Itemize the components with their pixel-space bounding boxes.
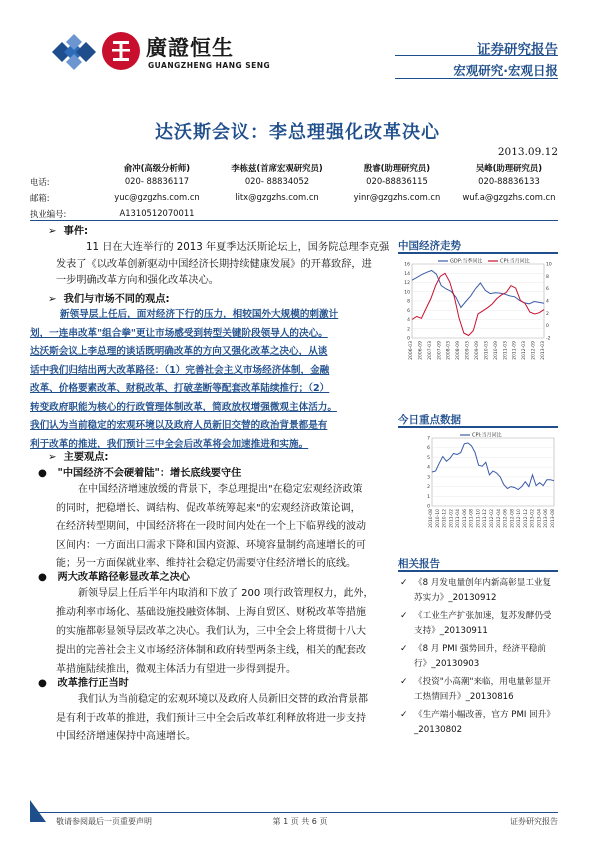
check-icon: ✓ <box>400 611 408 621</box>
text-line: 的同时，把稳增长、调结构、促改革统筹起来"的宏观经济政策论调， <box>56 502 361 514</box>
text-line: 利于改革的推进，我们预计三中全会后改革将会加速推进和实施。 <box>30 438 309 450</box>
text-line: 区间内：一方面出口需求下降和国内资源、环境容量制约高速增长的可 <box>56 539 366 551</box>
trend-title-rule <box>398 252 558 254</box>
report-date: 2013.09.12 <box>497 146 558 158</box>
analyst-license: A1310512070011 <box>119 208 195 218</box>
related-report-item[interactable]: ✓ 《投资"小高潮"来临，用电量彰显开工热情回升》_20130816 <box>400 677 551 702</box>
x-tick: 2013-04 <box>537 509 543 528</box>
text-line: 提出的完善社会主义市场经济体制和政府转型两条主线，相关的配套改 <box>56 645 366 656</box>
y-left-tick: 2 <box>407 327 410 333</box>
point1-heading: ● "中国经济不会硬着陆"：增长底线要守住 <box>38 468 242 479</box>
x-tick: 2013-03 <box>541 341 546 360</box>
x-tick: 2012-08 <box>510 509 516 528</box>
analyst-email[interactable]: wuf.a@gzgzhs.com.cn <box>462 192 556 202</box>
text-line: 新领导层上任后半年内取消和下放了 200 项行政管理权力，此外， <box>78 588 374 599</box>
text-line: 改革、价格要素改革、财税改革、打破垄断等配套改革陆续推行；（2） <box>30 383 330 394</box>
arrow-bullet-icon: ➢ <box>48 294 57 305</box>
x-tick: 2012-09 <box>531 341 537 360</box>
page-number: 第 1 页 共 6 页 <box>272 817 328 826</box>
view-heading: ➢ 我们与市场不同的观点: <box>48 294 170 305</box>
analyst-email[interactable]: yinr@gzgzhs.com.cn <box>353 192 441 202</box>
x-tick: 2007-09 <box>437 341 443 360</box>
y-right-tick: 8 <box>546 274 549 280</box>
analyst-phone-row <box>30 176 558 191</box>
x-tick: 2010-12 <box>442 509 448 528</box>
arrow-bullet-icon: ➢ <box>48 226 57 237</box>
text-line: 能；另一方面保就业率、维持社会稳定仍需要守住经济增长的底线。 <box>56 558 356 569</box>
text-line: 新领导层上任后，面对经济下行的压力，相较国外大规模的刺激计 <box>60 309 339 320</box>
plot-area <box>432 438 554 506</box>
y-tick: 2 <box>427 485 430 491</box>
event-heading: ➢ 事件: <box>48 226 89 237</box>
y-left-tick: 8 <box>407 299 410 305</box>
points-heading: ➢ 主要观点: <box>48 452 109 463</box>
footer-disclaimer: 敬请参阅最后一页重要声明 <box>56 817 152 826</box>
brand-name-en: GUANGZHENG HANG SENG <box>148 61 271 70</box>
point1-paragraph <box>56 481 392 574</box>
x-tick: 2006-09 <box>418 341 424 360</box>
analyst-phone: 020-88836115 <box>366 176 428 186</box>
text-line: 话中我们归结出两大改革路径：（1）完善社会主义市场经济体制，金融 <box>30 364 330 376</box>
related-report-item[interactable]: ✓ 《8 月发电量创年内新高彰显工业复苏实力》_20130912 <box>400 578 552 603</box>
x-tick: 2012-12 <box>523 509 529 528</box>
check-icon: ✓ <box>400 644 408 654</box>
related-title-rule <box>398 570 558 572</box>
x-tick: 2012-10 <box>517 509 523 528</box>
arrow-bullet-icon: ➢ <box>48 452 57 463</box>
related-report-item[interactable]: ✓ 《8 月 PMI 强势回升，经济平稳前行》_20130903 <box>400 644 546 669</box>
legend-label: CPI:当月同比 <box>500 258 530 265</box>
text-line: 一步明确改革方向和强化改革决心。 <box>56 275 219 286</box>
text-line: 革措施陆续推出，微观主体活力有望进一步得到提升。 <box>56 664 296 675</box>
point2-heading: ● 两大改革路径彰显改革之决心 <box>38 572 190 583</box>
event-paragraph <box>56 240 392 290</box>
dot-bullet-icon: ● <box>38 678 47 689</box>
analyst-phone: 020-88836133 <box>478 176 540 186</box>
text-line: 是有利于改革的推进，我们预计三中全会后改革红利释放将进一步支持 <box>56 712 366 724</box>
y-right-tick: 6 <box>546 287 549 293</box>
x-tick: 2011-10 <box>476 509 482 528</box>
analyst-name: 俞冲(高级分析师) <box>123 163 191 173</box>
y-left-tick: 14 <box>404 271 410 277</box>
y-right-tick: 4 <box>546 299 549 305</box>
dot-bullet-icon: ● <box>38 572 47 583</box>
x-tick: 2008-09 <box>456 341 462 360</box>
text-line: 达沃斯会议上李总理的谈话既明确改革的方向又强化改革之决心，从谈 <box>30 346 328 357</box>
y-tick: 6 <box>427 446 430 452</box>
x-tick: 2010-03 <box>484 341 490 360</box>
y-left-tick: 10 <box>404 290 410 296</box>
dot-bullet-icon: ● <box>38 468 47 479</box>
check-icon: ✓ <box>400 578 408 588</box>
text-line: 在中国经济增速放缓的背景下，李总理提出"在稳定宏观经济政策 <box>78 484 363 495</box>
y-left-tick: 4 <box>407 318 410 323</box>
seal-logo-icon <box>102 32 140 70</box>
related-reports-list <box>400 576 558 741</box>
text-line: 中国经济增速保持中高速增长。 <box>56 731 196 742</box>
analyst-email-row <box>30 192 558 207</box>
related-report-item[interactable]: ✓ 《生产端小幅改善，官方 PMI 回升》_20130802 <box>400 710 555 735</box>
legend-label: CPI:当月同比 <box>472 432 502 439</box>
y-right-tick: -2 <box>546 336 551 342</box>
text-line: 推动利率市场化、基础设施投融资体制、上海自贸区、财税改革等措施 <box>56 607 366 618</box>
license-label: 执业编号: <box>30 209 67 219</box>
key-data-title-rule <box>398 426 558 428</box>
point2-paragraph <box>56 584 392 679</box>
text-line: 11 日在大连举行的 2013 年夏季达沃斯论坛上，国务院总理李克强 <box>86 242 390 253</box>
y-right-tick: 10 <box>546 262 552 268</box>
text-line: 我们认为当前稳定的宏观环境以及政府人员新旧交替的政治背景都 <box>78 694 368 705</box>
x-tick: 2008-03 <box>446 341 452 360</box>
company-logo <box>48 30 271 76</box>
key-data-title: 今日重点数据 <box>398 414 461 426</box>
y-left-tick: 6 <box>407 308 410 314</box>
y-tick: 1 <box>427 494 430 500</box>
y-tick: 4 <box>427 465 430 471</box>
related-report-item[interactable]: ✓ 《工业生产扩张加速，复苏发酵仍受支持》_20130911 <box>400 611 552 636</box>
diamond-logo-icon <box>48 32 98 72</box>
x-tick: 2011-09 <box>512 341 518 360</box>
x-tick: 2006-03 <box>409 341 414 360</box>
y-left-tick: 0 <box>407 336 410 342</box>
y-tick: 7 <box>427 436 430 442</box>
text-line: 划，一连串改革"组合拳"更让市场感受到转型关键阶段领导人的决心。 <box>30 327 328 339</box>
footer-report-type: 证券研究报告 <box>510 817 558 826</box>
x-tick: 2011-03 <box>503 341 509 360</box>
analyst-name: 李栋兹(首席宏观研究员) <box>231 163 323 173</box>
y-left-tick: 16 <box>404 262 410 268</box>
point3-heading: ● 改革推行正当时 <box>38 678 129 689</box>
y-tick: 5 <box>427 455 430 461</box>
email-label: 邮箱: <box>30 193 50 203</box>
x-tick: 2010-10 <box>435 509 441 528</box>
y-tick: 3 <box>427 475 430 481</box>
x-tick: 2011-12 <box>483 509 489 528</box>
x-tick: 2013-06 <box>544 509 550 528</box>
report-title: 达沃斯会议：李总理强化改革决心 <box>155 122 440 143</box>
text-line: 转变政府职能为核心的行政管理体制改革，简政放权增强微观主体活力。 <box>30 401 337 413</box>
analyst-phone: 020- 88836117 <box>124 176 190 186</box>
text-line: 发表了《以改革创新驱动中国经济长期持续健康发展》的开幕致辞，进 <box>56 258 372 270</box>
x-tick: 2011-04 <box>456 509 462 528</box>
footer-divider <box>30 812 558 813</box>
x-tick: 2010-08 <box>429 509 434 528</box>
analyst-phone: 020- 88834052 <box>244 176 310 186</box>
point3-paragraph <box>56 691 392 747</box>
x-tick: 2011-08 <box>469 509 475 528</box>
trend-chart-title: 中国经济走势 <box>398 240 461 252</box>
y-tick: 0 <box>427 504 430 510</box>
economy-trend-chart <box>398 256 558 364</box>
text-line: 的实施都彰显领导层改革之决心。我们认为，三中全会上将贯彻十八大 <box>56 626 366 637</box>
contacts-divider <box>30 220 558 221</box>
text-line: 我们认为当前稳定的宏观环境以及政府人员新旧交替的政治背景都是有 <box>30 420 328 431</box>
x-tick: 2013-08 <box>551 509 556 528</box>
analyst-email[interactable]: litx@gzgzhs.com.cn <box>235 192 319 202</box>
x-tick: 2011-06 <box>462 509 468 528</box>
x-tick: 2012-02 <box>490 509 495 528</box>
check-icon: ✓ <box>400 710 408 720</box>
legend-label: GDP:当季同比 <box>450 258 483 265</box>
y-left-tick: 12 <box>404 281 410 286</box>
brand-name-cn: 廣證恒生 <box>146 36 234 60</box>
check-icon: ✓ <box>400 677 408 687</box>
view-paragraph <box>30 306 392 454</box>
analyst-name: 吴峰(助理研究员) <box>475 163 543 173</box>
x-tick: 2012-04 <box>496 509 502 528</box>
x-tick: 2010-09 <box>493 341 499 360</box>
x-tick: 2009-03 <box>465 341 471 360</box>
x-tick: 2012-06 <box>503 509 509 528</box>
phone-label: 电话: <box>30 177 50 187</box>
x-tick: 2007-03 <box>427 341 433 360</box>
related-reports-title: 相关报告 <box>398 558 440 570</box>
y-right-tick: 0 <box>546 324 549 330</box>
report-section: 宏观研究·宏观日报 <box>453 63 558 78</box>
analyst-name: 殷睿(助理研究员) <box>363 163 431 173</box>
footer-corner-icon <box>30 800 46 822</box>
analyst-email[interactable]: yuc@gzgzhs.com.cn <box>114 192 200 202</box>
text-line: 在经济转型期间，中国经济将在一段时间内处在一个上下临界线的波动 <box>56 521 366 532</box>
x-tick: 2011-02 <box>449 509 455 528</box>
cpi-chart <box>420 430 560 542</box>
x-tick: 2009-09 <box>475 341 480 360</box>
x-tick: 2013-02 <box>530 509 536 528</box>
x-tick: 2012-03 <box>522 341 528 360</box>
analyst-name-row <box>30 162 558 177</box>
report-type: 证券研究报告 <box>477 42 558 58</box>
y-right-tick: 2 <box>546 311 549 317</box>
